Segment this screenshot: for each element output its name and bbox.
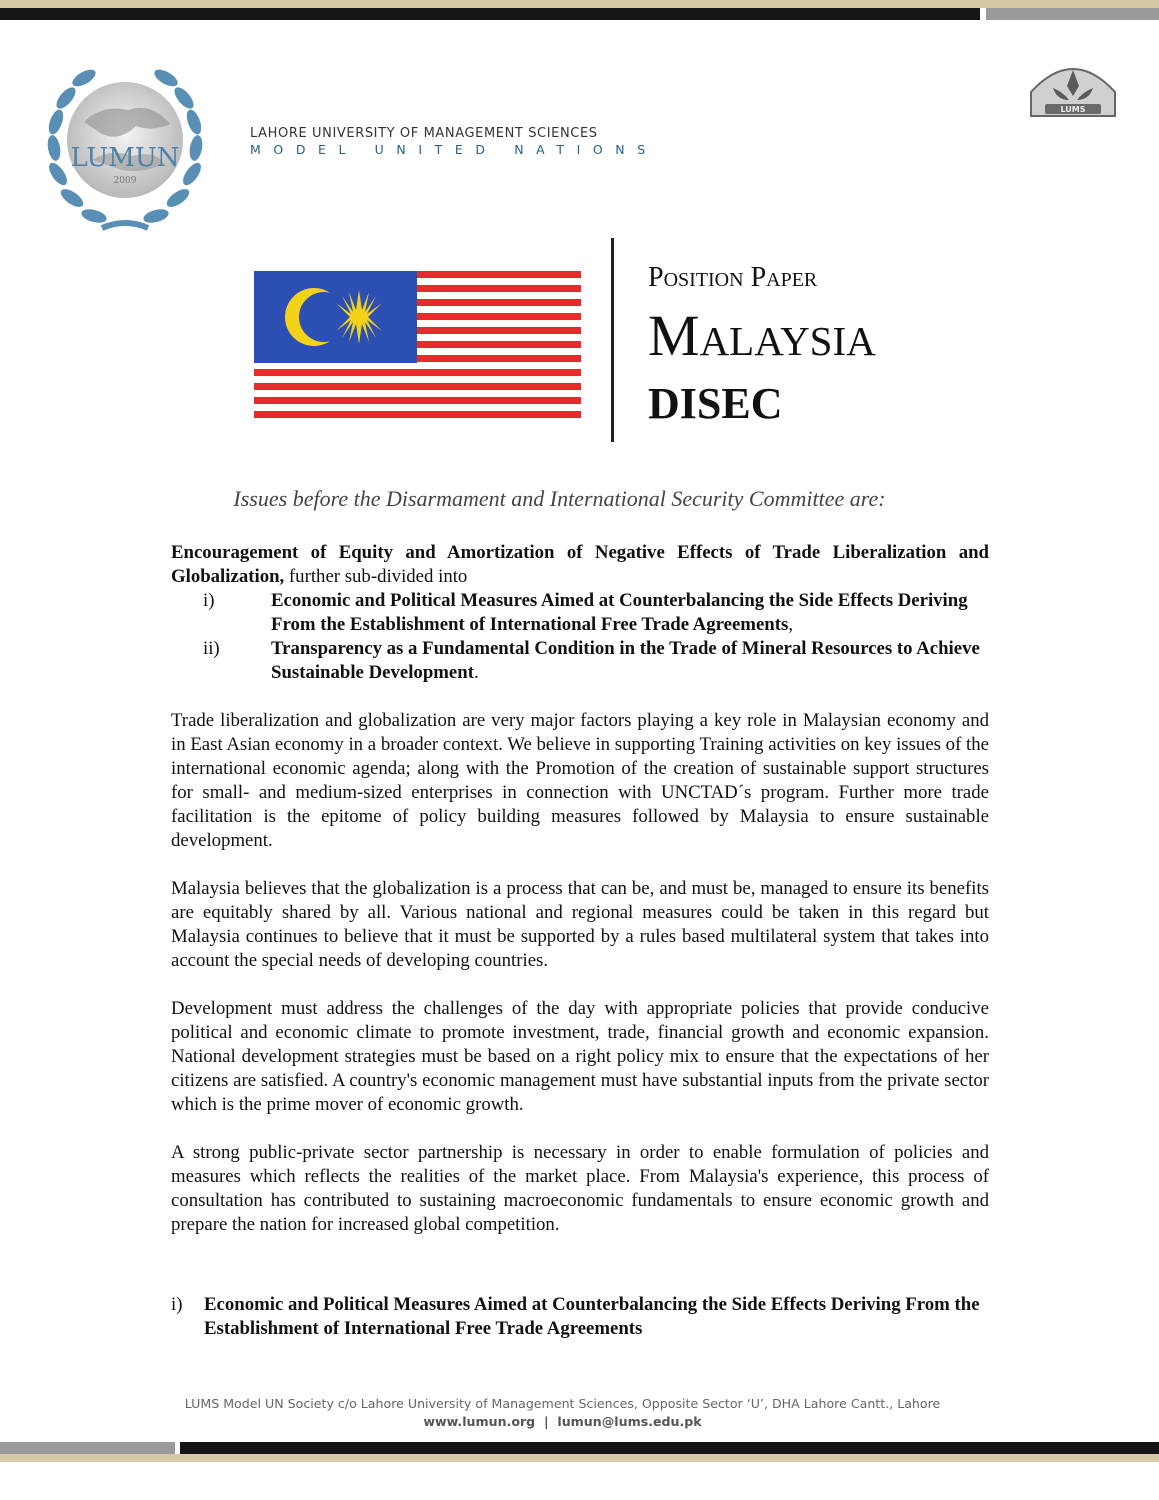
malaysia-flag: [254, 271, 581, 424]
footer-website-link[interactable]: www.lumun.org: [423, 1414, 536, 1429]
committee-title: DISEC: [648, 379, 783, 428]
topic-suffix: further sub-divided into: [284, 566, 468, 587]
body-paragraph: Development must address the challenges of the day with appropriate policies that provide conducive political and economic climate to promote investment, trade, financial growth and economic expansion. National development strategies must be based on a right policy mix to ensure that the expectations of her citizens are satisfied. A country's economic management must have substantial inputs from the private sector which is the prime mover of economic growth.: [171, 998, 989, 1115]
lums-logo: [1027, 52, 1119, 122]
section-heading: [171, 1293, 989, 1341]
footer-address: LUMS Model UN Society c/o Lahore University of Management Sciences, Opposite Sector ‘U’, DHA Lahore Cantt., Lahore: [184, 1396, 941, 1411]
subtopic-item: [171, 637, 989, 685]
topic-intro: [171, 541, 989, 589]
subtopic-text: Transparency as a Fundamental Condition in the Trade of Mineral Resources to Achieve Sustainable Development: [271, 638, 980, 683]
subtopic-list: [171, 589, 989, 685]
logo-year: 2009: [113, 176, 137, 186]
org-name-line1: LAHORE UNIVERSITY OF MANAGEMENT SCIENCES: [250, 126, 598, 141]
body-paragraph: Malaysia believes that the globalization is a process that can be, and must be, managed to ensure its benefits are equitably shared by all. Various national and regional measures could be taken in this regard but Malaysia continues to believe that it must be supported by a rules based multilateral system that takes into account the special needs of developing countries.: [171, 878, 989, 971]
body-paragraph: Trade liberalization and globalization are very major factors playing a key role in Malaysian economy and in East Asian economy in a broader context. We believe in supporting Training activities on key issues of the international economic agenda; along with the Promotion of the creation of sustainable support structures for small- and medium-sized enterprises in connection with UNCTAD´s program. Further more trade facilitation is the epitome of policy building measures followed by Malaysia to ensure sustainable development.: [171, 710, 989, 851]
org-name-block: [250, 126, 658, 157]
topic-title: Encouragement of Equity and Amortization of Negative Effects of Trade Liberalization and Globalization,: [171, 542, 989, 587]
page-footer: [0, 1395, 1125, 1431]
section-title: Economic and Political Measures Aimed at Counterbalancing the Side Effects Deriving From the Establishment of International Free Trade Agreements: [204, 1294, 980, 1339]
footer-email-link[interactable]: lumun@lums.edu.pk: [557, 1414, 702, 1429]
section-number: i): [171, 1294, 183, 1315]
issues-heading: Issues before the Disarmament and International Security Committee are:: [233, 486, 886, 511]
document-type-label: Position Paper: [648, 262, 818, 293]
title-divider: [611, 238, 614, 442]
subtopic-text: Economic and Political Measures Aimed at Counterbalancing the Side Effects Deriving From the Establishment of International Free Trade Agreements: [271, 590, 968, 635]
subtopic-punct: .: [473, 662, 479, 683]
top-accent-bar: [0, 0, 1159, 8]
footer-contact: [0, 1413, 1125, 1431]
subtopic-number: ii): [203, 638, 220, 659]
lums-logo-text: LUMS: [1060, 105, 1086, 114]
subtopic-item: [171, 589, 989, 637]
top-grey-bar: [986, 8, 1159, 20]
country-title: Malaysia: [648, 303, 876, 368]
lumun-logo: [32, 52, 218, 238]
bottom-dark-bar: [180, 1442, 1159, 1454]
bottom-accent-bar: [0, 1454, 1159, 1462]
top-dark-bar: [0, 8, 980, 20]
footer-separator: |: [543, 1414, 549, 1429]
bottom-grey-bar: [0, 1442, 175, 1454]
body-paragraph: A strong public-private sector partnership is necessary in order to enable formulation of policies and measures which reflects the realities of the market place. From Malaysia's experience, this process of consultation has contributed to sustaining macroeconomic fundamentals to ensure economic growth and prepare the nation for increased global competition.: [171, 1142, 989, 1235]
org-name-line2: MODEL UNITED NATIONS: [250, 142, 658, 157]
logo-text: LUMUN: [70, 143, 180, 173]
paper-body: [171, 541, 989, 1341]
subtopic-punct: ,: [788, 614, 794, 635]
subtopic-number: i): [203, 590, 215, 611]
